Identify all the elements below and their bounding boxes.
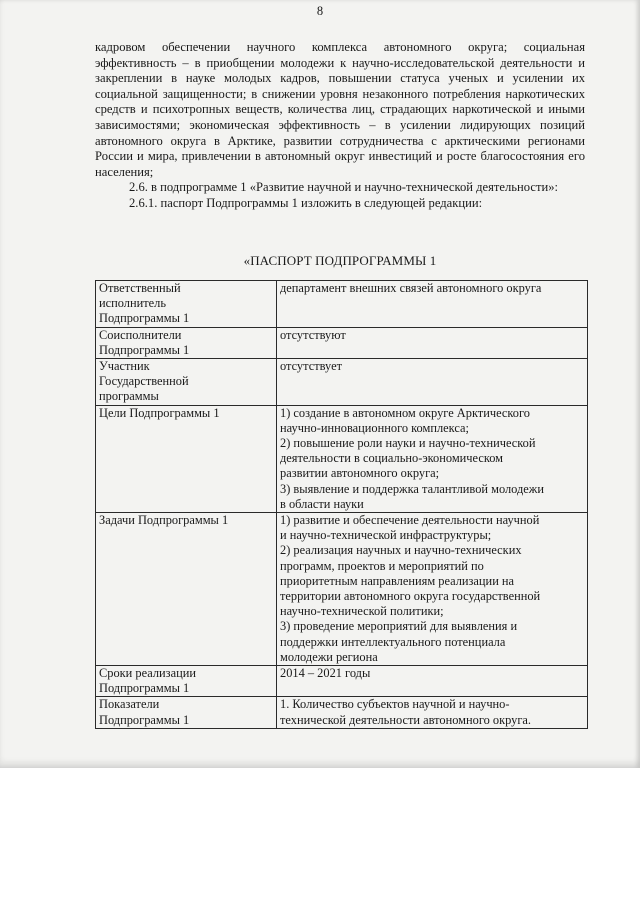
row-label-cell <box>96 513 277 666</box>
row-label-line: Показатели <box>99 697 160 712</box>
row-value-cell <box>277 513 588 666</box>
row-value-line: отсутствуют <box>280 327 346 342</box>
row-value-line: программ, проектов и мероприятий по <box>280 558 484 573</box>
row-label-line: Соисполнители <box>99 327 182 342</box>
table-row <box>96 327 588 358</box>
row-value-line: деятельности в социально-экономическом <box>280 451 504 466</box>
row-value-cell <box>277 359 588 406</box>
paragraph-subprogram-amendment: 2.6. в подпрограмме 1 «Развитие научной и научно-технической деятельности»: <box>129 180 559 195</box>
row-label-line: Подпрограммы 1 <box>99 311 190 326</box>
row-label-cell <box>96 327 277 358</box>
row-label-line: Участник <box>99 359 150 374</box>
row-value-cell <box>277 666 588 697</box>
row-value-line: молодежи региона <box>280 649 378 664</box>
row-value-line: поддержки интеллектуального потенциала <box>280 634 506 649</box>
row-label-line: Подпрограммы 1 <box>99 712 190 727</box>
row-label-line: Ответственный <box>99 281 181 295</box>
table-row <box>96 697 588 728</box>
row-label-line: Подпрограммы 1 <box>99 681 190 696</box>
table-row <box>96 405 588 512</box>
row-label-line: Сроки реализации <box>99 666 196 681</box>
row-label-line: Государственной <box>99 374 189 389</box>
row-value-line: технической деятельности автономного округа. <box>280 712 532 727</box>
table-row <box>96 513 588 666</box>
row-value-line: 3) выявление и поддержка талантливой молодежи <box>280 481 545 496</box>
row-value-line: и научно-технической инфраструктуры; <box>280 528 492 543</box>
page-bottom-margin <box>0 768 640 905</box>
row-value-cell <box>277 697 588 728</box>
row-value-cell <box>277 327 588 358</box>
row-value-line: 1) развитие и обеспечение деятельности научной <box>280 513 540 528</box>
row-value-cell <box>277 281 588 328</box>
paragraph-efficiency: кадровом обеспечении научного комплекса автономного округа; социальная эффективность – в приобщении молодежи к научно-исследовательской деятельности и закреплении в науке молодых кадров, повышении статуса ученых и усилении их социальной защищенности; в снижении уровня незаконного потребления наркотических средств и психотропных веществ, количества лиц, страдающих наркотической и иными зависимостями; экономическая эффективность – в усилении лидирующих позиций автономного округа в Арктике, развитии сотрудничества с арктическими регионами России и мира, привлечении в автономный округ инвестиций и росте благосостояния его населения; <box>95 40 585 179</box>
row-value-line: территории автономного округа государственной <box>280 589 541 604</box>
row-label-line: Задачи Подпрограммы 1 <box>99 513 229 528</box>
row-label-line: Подпрограммы 1 <box>99 342 190 357</box>
row-value-line: отсутствует <box>280 359 342 374</box>
row-value-line: приоритетным направлениям реализации на <box>280 573 515 588</box>
row-label-cell <box>96 281 277 328</box>
row-value-line: в области науки <box>280 496 364 511</box>
row-value-cell <box>277 405 588 512</box>
page-number: 8 <box>316 4 324 18</box>
row-value-line: 2014 – 2021 годы <box>280 666 371 681</box>
row-value-line: научно-инновационного комплекса; <box>280 420 469 435</box>
row-value-line: департамент внешних связей автономного округа <box>280 281 542 295</box>
paragraph-passport-intro: 2.6.1. паспорт Подпрограммы 1 изложить в следующей редакции: <box>129 195 483 210</box>
passport-title: «ПАСПОРТ ПОДПРОГРАММЫ 1 <box>243 253 437 268</box>
row-value-line: развитии автономного округа; <box>280 466 440 481</box>
row-value-line: 1. Количество субъектов научной и научно- <box>280 697 510 712</box>
row-label-cell <box>96 405 277 512</box>
row-value-line: 3) проведение мероприятий для выявления и <box>280 619 518 634</box>
table-row <box>96 666 588 697</box>
table-row <box>96 281 588 328</box>
row-value-line: научно-технической политики; <box>280 604 444 619</box>
row-label-line: исполнитель <box>99 296 166 311</box>
table-row <box>96 359 588 406</box>
row-label-cell <box>96 666 277 697</box>
row-value-line: 1) создание в автономном округе Арктического <box>280 405 530 420</box>
row-value-line: 2) реализация научных и научно-технических <box>280 543 522 558</box>
row-label-line: Цели Подпрограммы 1 <box>99 405 220 420</box>
row-value-line: 2) повышение роли науки и научно-технической <box>280 436 536 451</box>
row-label-cell <box>96 697 277 728</box>
body-text <box>95 40 585 212</box>
row-label-cell <box>96 359 277 406</box>
passport-table <box>95 280 588 729</box>
row-label-line: программы <box>99 389 159 404</box>
